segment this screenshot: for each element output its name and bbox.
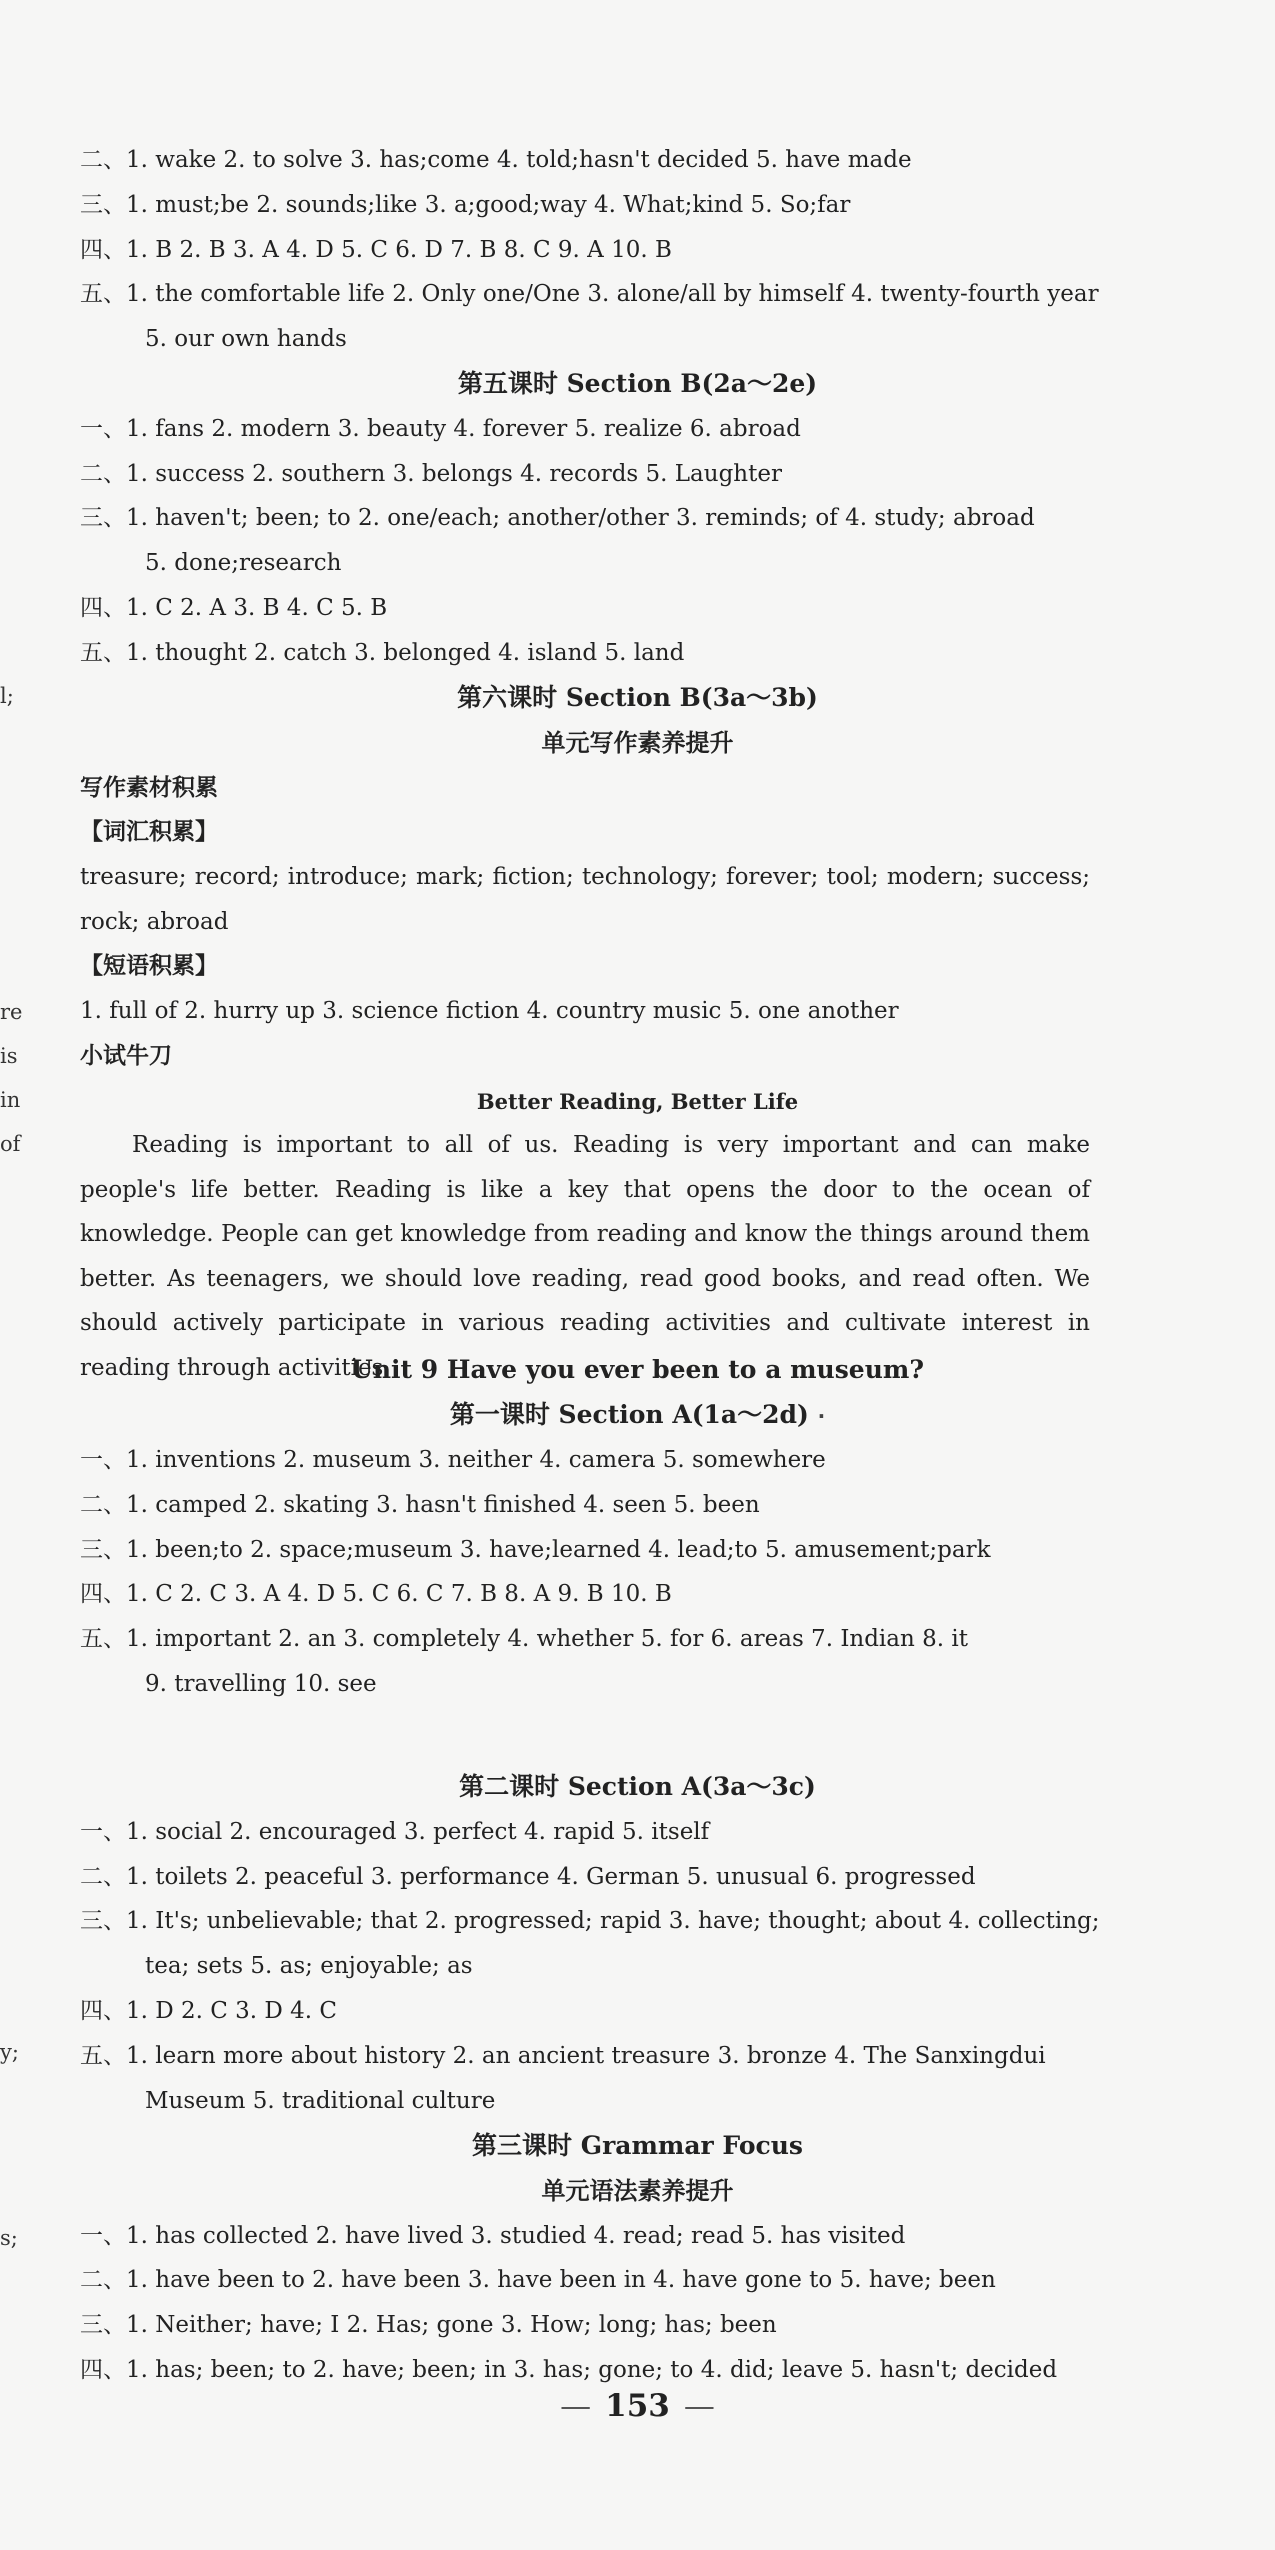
answer-line: 五、1. learn more about history 2. an ancient treasure 3. bronze 4. The Sanxingdui — [80, 2043, 1046, 2069]
answer-line: 一、1. social 2. encouraged 3. perfect 4. rapid 5. itself — [80, 1819, 710, 1845]
margin-fragment: s; — [0, 2226, 18, 2250]
page-number: — 153 — — [560, 2388, 715, 2424]
margin-fragment: of — [0, 1132, 21, 1156]
answer-line: 四、1. C 2. A 3. B 4. C 5. B — [80, 595, 388, 621]
section-heading: 第三课时 Grammar Focus — [472, 2131, 803, 2160]
margin-fragment: is — [0, 1044, 18, 1068]
essay-body: Reading is important to all of us. Reading is very important and can make people's life better. Reading is like a key that opens the door to the ocean of knowledge. People can get knowledge from reading and know the things around them better. As teenagers, we should love reading, read good books, and read often. We should actively participate in various reading activities and cultivate interest in reading through activities. — [80, 1132, 1090, 1381]
answer-line: 四、1. has; been; to 2. have; been; in 3. has; gone; to 4. did; leave 5. hasn't; decided — [80, 2357, 1058, 2383]
essay-title: Better Reading, Better Life — [476, 1089, 799, 1114]
answer-line: 5. done;research — [145, 550, 342, 576]
answer-line: 四、1. D 2. C 3. D 4. C — [80, 1998, 338, 2024]
answer-line: tea; sets 5. as; enjoyable; as — [145, 1953, 473, 1979]
answer-line: 9. travelling 10. see — [145, 1671, 377, 1697]
answer-line: 1. full of 2. hurry up 3. science fiction 4. country music 5. one another — [80, 998, 899, 1024]
section-heading: 第六课时 Section B(3a～3b) — [457, 683, 818, 712]
answer-line: 五、1. the comfortable life 2. Only one/One 3. alone/all by himself 4. twenty-fourth year — [80, 281, 1099, 307]
answer-line: 五、1. important 2. an 3. completely 4. whether 5. for 6. areas 7. Indian 8. it — [80, 1626, 968, 1652]
answer-line: 二、1. wake 2. to solve 3. has;come 4. told;hasn't decided 5. have made — [80, 147, 912, 173]
answer-line: 一、1. has collected 2. have lived 3. studied 4. read; read 5. has visited — [80, 2223, 906, 2249]
vocab-list: treasure; record; introduce; mark; fiction; technology; forever; tool; modern; success; rock; abroad — [80, 864, 1090, 935]
margin-fragment: y; — [0, 2040, 19, 2064]
answer-line: 三、1. Neither; have; I 2. Has; gone 3. How; long; has; been — [80, 2312, 777, 2338]
answer-line: 二、1. have been to 2. have been 3. have been in 4. have gone to 5. have; been — [80, 2267, 996, 2293]
answer-line: 四、1. B 2. B 3. A 4. D 5. C 6. D 7. B 8. C 9. A 10. B — [80, 237, 672, 263]
unit-heading: Unit 9 Have you ever been to a museum? — [351, 1355, 924, 1384]
answer-line: 二、1. toilets 2. peaceful 3. performance 4. German 5. unusual 6. progressed — [80, 1864, 976, 1890]
answer-line: 二、1. success 2. southern 3. belongs 4. records 5. Laughter — [80, 461, 782, 487]
subsection-heading: 单元语法素养提升 — [541, 2176, 734, 2205]
margin-fragment: re — [0, 1000, 23, 1024]
answer-line: 五、1. thought 2. catch 3. belonged 4. island 5. land — [80, 640, 685, 666]
page-number-dash: — — [683, 2388, 715, 2424]
subsection-heading: 单元写作素养提升 — [541, 728, 734, 757]
answer-line: 5. our own hands — [145, 326, 347, 352]
phrase-label: 【短语积累】 — [80, 952, 218, 979]
material-label: 写作素材积累 — [80, 774, 218, 801]
answer-line: 一、1. fans 2. modern 3. beauty 4. forever 5. realize 6. abroad — [80, 416, 801, 442]
section-heading: 第一课时 Section A(1a～2d) · — [449, 1400, 826, 1429]
answer-line: 一、1. inventions 2. museum 3. neither 4. camera 5. somewhere — [80, 1447, 826, 1473]
answer-line: 二、1. camped 2. skating 3. hasn't finished 4. seen 5. been — [80, 1492, 760, 1518]
margin-fragment: in — [0, 1088, 21, 1112]
answer-line: 三、1. must;be 2. sounds;like 3. a;good;way 4. What;kind 5. So;far — [80, 192, 851, 218]
section-heading: 第二课时 Section A(3a～3c) — [459, 1772, 816, 1801]
answer-line: 三、1. It's; unbelievable; that 2. progressed; rapid 3. have; thought; about 4. collecting; — [80, 1908, 1100, 1934]
answer-line: 四、1. C 2. C 3. A 4. D 5. C 6. C 7. B 8. A 9. B 10. B — [80, 1581, 672, 1607]
page-number-dash: — — [560, 2388, 592, 2424]
section-heading: 第五课时 Section B(2a～2e) — [457, 369, 818, 398]
vocab-label: 【词汇积累】 — [80, 818, 218, 845]
answer-line: 三、1. haven't; been; to 2. one/each; another/other 3. reminds; of 4. study; abroad — [80, 505, 1035, 531]
margin-fragment: l; — [0, 684, 14, 708]
answer-line: Museum 5. traditional culture — [145, 2088, 496, 2114]
practice-label: 小试牛刀 — [80, 1042, 172, 1069]
answer-line: 三、1. been;to 2. space;museum 3. have;learned 4. lead;to 5. amusement;park — [80, 1537, 991, 1563]
